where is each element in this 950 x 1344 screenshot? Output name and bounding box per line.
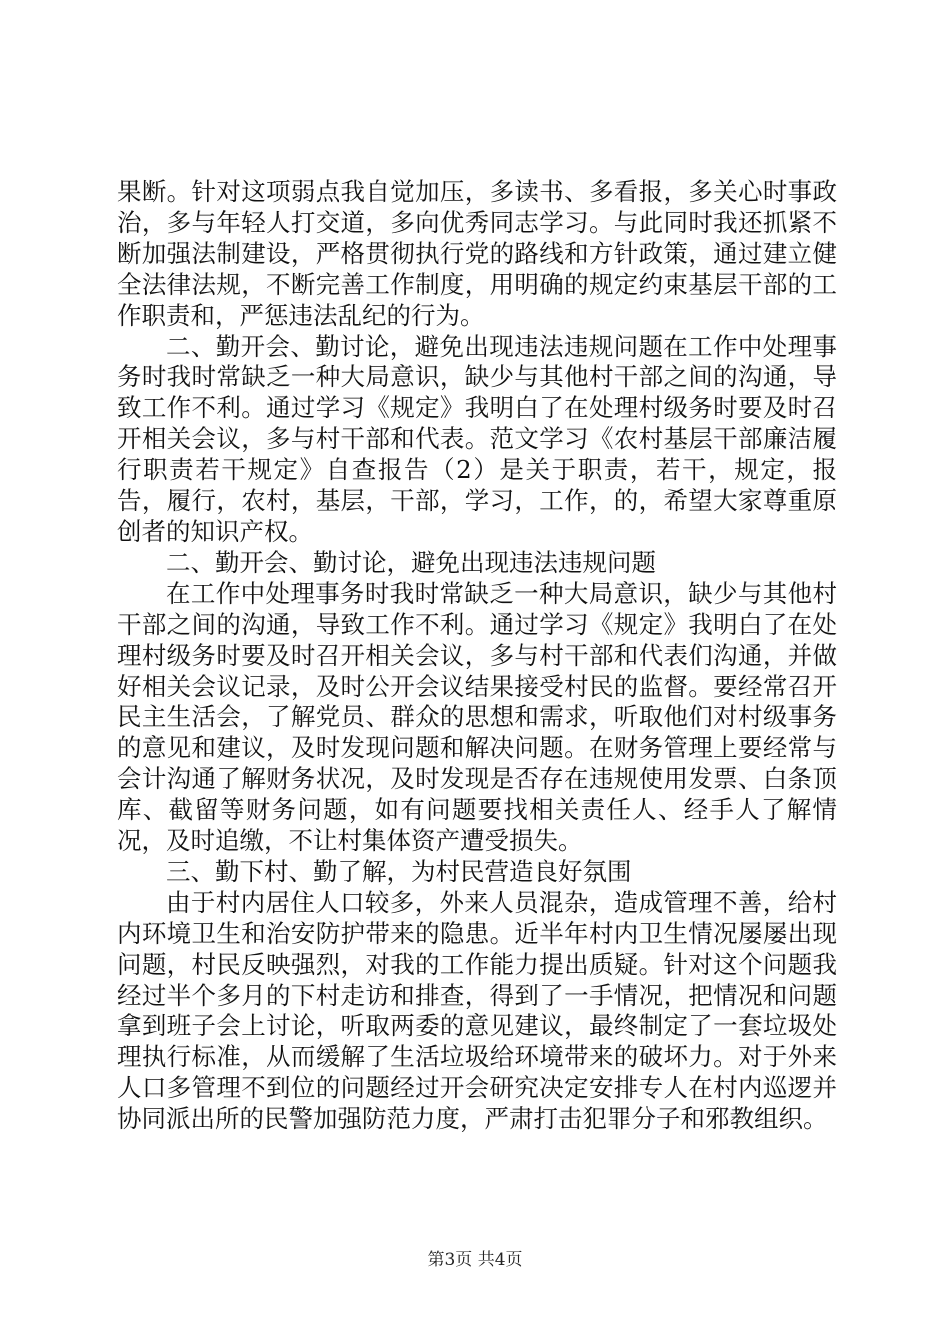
- section-heading-3: 三、勤下村、勤了解，为村民营造良好氛围: [166, 856, 632, 886]
- page-footer: 第3页 共4页: [427, 1250, 523, 1270]
- paragraph-3: 在工作中处理事务时我时常缺乏一种大局意识，缺少与其他村干部之间的沟通，导致工作不利。通过学习《规定》我明白了在处理村级务时要及时召开相关会议，多与村干部和代表们沟通，并做好相关会议记录，及时公开会议结果接受村民的监督。要经常召开民主生活会，了解党员、群众的思想和需求，听取他们对村级事务的意见和建议，及时发现问题和解决问题。在财务管理上要经常与会计沟通了解财务状况，及时发现是否存在违规使用发票、白条顶库、截留等财务问题，如有问题要找相关责任人、经手人了解情况，及时追缴，不让村集体资产遭受损失。: [117, 578, 837, 856]
- document-body: [117, 177, 837, 1135]
- paragraph-1: 果断。针对这项弱点我自觉加压，多读书、多看报，多关心时事政治，多与年轻人打交道，多向优秀同志学习。与此同时我还抓紧不断加强法制建设，严格贯彻执行党的路线和方针政策，通过建立健全法律法规，不断完善工作制度，用明确的规定约束基层干部的工作职责和，严惩违法乱纪的行为。: [117, 177, 837, 330]
- section-heading-2: 二、勤开会、勤讨论，避免出现违法违规问题: [166, 547, 656, 577]
- paragraph-4: 由于村内居住人口较多，外来人员混杂，造成管理不善，给村内环境卫生和治安防护带来的隐患。近半年村内卫生情况屡屡出现问题，村民反映强烈，对我的工作能力提出质疑。针对这个问题我经过半个多月的下村走访和排查，得到了一手情况，把情况和问题拿到班子会上讨论，听取两委的意见建议，最终制定了一套垃圾处理执行标准，从而缓解了生活垃圾给环境带来的破坏力。对于外来人口多管理不到位的问题经过开会研究决定安排专人在村内巡逻并协同派出所的民警加强防范力度，严肃打击犯罪分子和邪教组织。: [117, 887, 837, 1134]
- paragraph-2: 二、勤开会、勤讨论，避免出现违法违规问题在工作中处理事务时我时常缺乏一种大局意识，缺少与其他村干部之间的沟通，导致工作不利。通过学习《规定》我明白了在处理村级务时要及时召开相关会议，多与村干部和代表。范文学习《农村基层干部廉洁履行职责若干规定》自查报告（2）是关于职责，若干，规定，报告，履行，农村，基层，干部，学习，工作，的，希望大家尊重原创者的知识产权。: [117, 331, 837, 546]
